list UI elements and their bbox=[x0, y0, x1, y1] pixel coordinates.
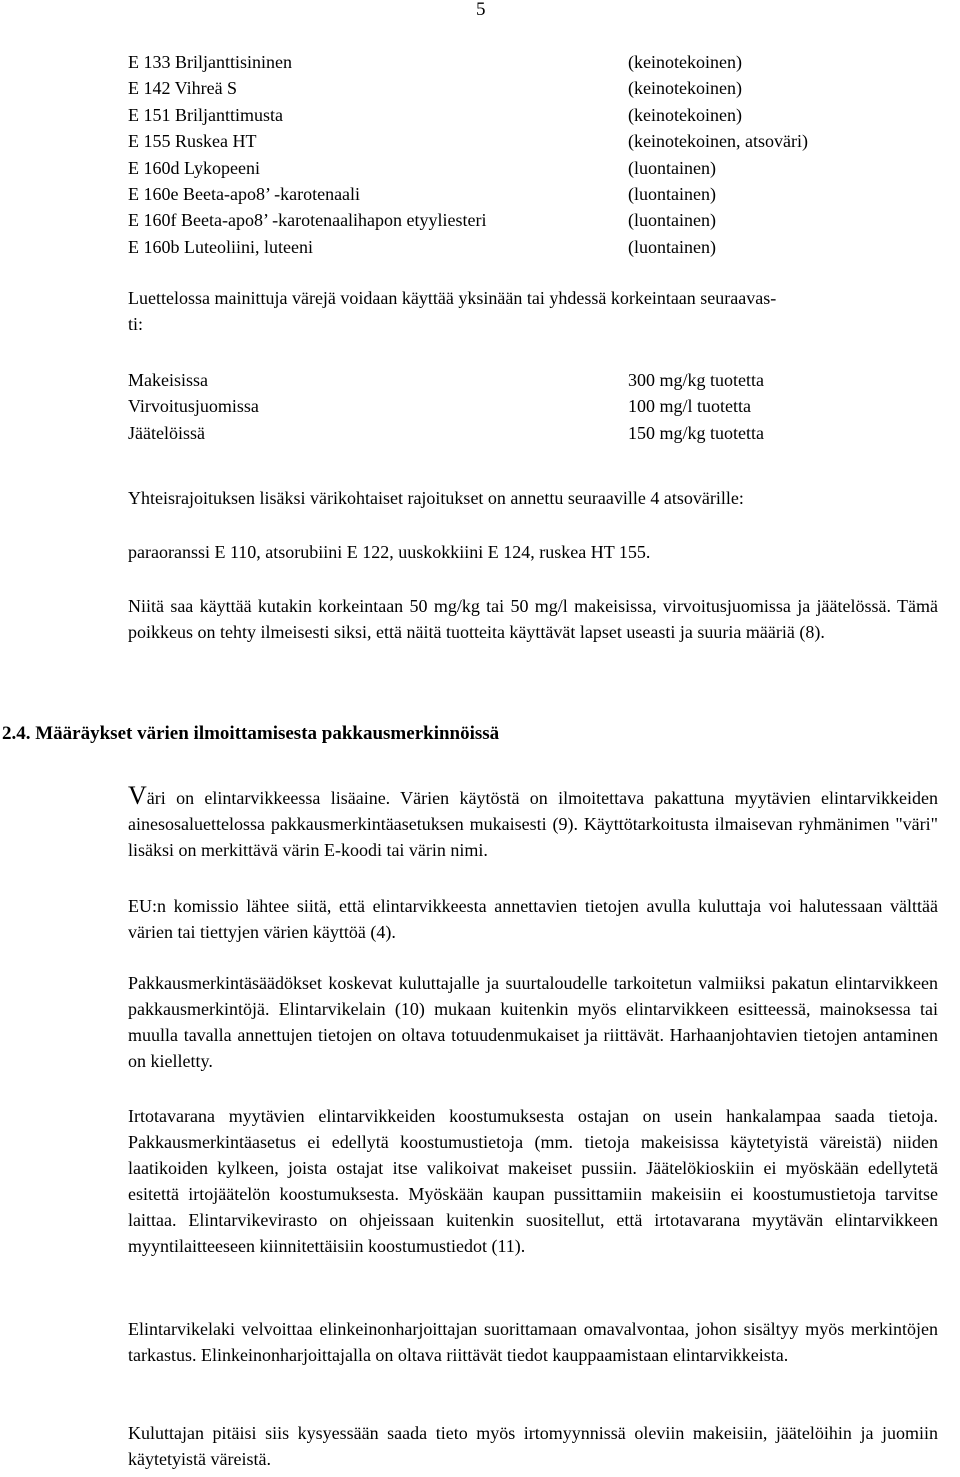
intro-line-1: Luettelossa mainittuja värejä voidaan käyttää yksinään tai yhdessä korkeintaan seuraavas- bbox=[128, 288, 777, 308]
additive-name: E 133 Briljanttisininen bbox=[128, 52, 292, 72]
additive-row bbox=[128, 207, 716, 233]
additive-row bbox=[128, 49, 742, 75]
limit-row bbox=[128, 367, 764, 393]
additive-name: E 160b Luteoliini, luteeni bbox=[128, 236, 313, 257]
consumer-paragraph: Kuluttajan pitäisi siis kysyessään saada tieto myös irtomyynnissä oleviin makeisiin, jäätelöihin ja juomiin käytetyistä väreistä. bbox=[128, 1423, 938, 1469]
limit-value: 150 mg/kg tuotetta bbox=[628, 422, 764, 443]
limit-product: Virvoitusjuomissa bbox=[128, 396, 259, 417]
additive-row bbox=[128, 128, 808, 154]
additive-type: (luontainen) bbox=[628, 183, 716, 204]
additive-type: (luontainen) bbox=[628, 157, 716, 178]
additive-name: E 160f Beeta-apo8’ -karotenaalihapon etyyliesteri bbox=[128, 210, 487, 231]
limit-value: 100 mg/l tuotetta bbox=[628, 396, 751, 417]
additive-name: E 160d Lykopeeni bbox=[128, 157, 260, 178]
additive-row bbox=[128, 234, 716, 260]
bulk-products-paragraph: Irtotavarana myytävien elintarvikkeiden koostumuksesta ostajan on usein hankalampaa saada tietoja. Pakkausmerkintäasetus ei edellytä koostumustietoja (mm. tietoja makeisissa käytetyistä väreistä) niiden laatikoiden kylkeen, joista ostajat itse valikoivat makeiset pussiin. Jäätelökioskiin ei myöskään edellytetä esitettä irtojäätelön koostumuksesta. Myöskään kaupan pussittamiin makeisiin ei koostumustietoja tarvitse laittaa. Elintarvikevirasto on ohjeissaan kuitenkin suositellut, että irtotavarana myytävän elintarvikkeen myyntilaitteeseen kiinnitettäisiin koostumustiedot (11). bbox=[128, 1106, 938, 1256]
limit-row bbox=[128, 393, 751, 419]
azo-dyes-paragraph: paraoranssi E 110, atsorubiini E 122, uuskokkiini E 124, ruskea HT 155. bbox=[128, 542, 651, 562]
labelling-regulations-paragraph: Pakkausmerkintäsäädökset koskevat kuluttajalle ja suurtaloudelle tarkoitetun valmiiksi pakatun elintarvikkeen pakkausmerkintöjä. Elintarvikelain (10) mukaan kuitenkin myös elintarvikkeen esitteessä, mainoksessa tai muulla tavalla annettujen tietojen on oltava totuudenmukaiset ja riittävät. Harhaanjohtavien tietojen antaminen on kielletty. bbox=[128, 973, 938, 1071]
colour-declaration-paragraph bbox=[128, 783, 938, 863]
limit-product: Jäätelöissä bbox=[128, 422, 205, 443]
intro-line-2: ti: bbox=[128, 314, 144, 334]
page-number: 5 bbox=[476, 0, 486, 20]
additive-row bbox=[128, 75, 742, 101]
additive-type: (keinotekoinen) bbox=[628, 78, 742, 99]
intro-paragraph bbox=[128, 285, 938, 337]
eu-commission-paragraph: EU:n komissio lähtee siitä, että elintarvikkeesta annettavien tietojen avulla kuluttaja voi halutessaan välttää värien tai tiettyjen värien käyttöä (4). bbox=[128, 896, 938, 942]
drop-cap: V bbox=[128, 781, 147, 810]
limit-exception-paragraph: Niitä saa käyttää kutakin korkeintaan 50 mg/kg tai 50 mg/l makeisissa, virvoitusjuomissa ja jäätelössä. Tämä poikkeus on tehty ilmeisesti siksi, että näitä tuotteita käyttävät lapset useasti ja suuria määriä (8). bbox=[128, 596, 938, 642]
limit-product: Makeisissa bbox=[128, 370, 208, 390]
additive-list bbox=[128, 49, 808, 260]
joint-restriction-paragraph: Yhteisrajoituksen lisäksi värikohtaiset rajoitukset on annettu seuraaville 4 atsovärille: bbox=[128, 488, 744, 508]
additive-type: (keinotekoinen, atsoväri) bbox=[628, 131, 808, 152]
additive-type: (keinotekoinen) bbox=[628, 52, 742, 72]
additive-name: E 142 Vihreä S bbox=[128, 78, 238, 99]
additive-row bbox=[128, 181, 716, 207]
limits-list bbox=[128, 367, 764, 446]
additive-row bbox=[128, 102, 742, 128]
colour-declaration-text: äri on elintarvikkeessa lisäaine. Värien käytöstä on ilmoitettava pakattuna myytävien elintarvikkeiden ainesosaluettelossa pakkausmerkintäasetuksen mukaisesti (9). Käyttötarkoitusta ilmaisevan ryhmänimen "väri" lisäksi on merkittävä värin E-koodi tai värin nimi. bbox=[128, 788, 938, 860]
additive-type: (luontainen) bbox=[628, 236, 716, 257]
additive-name: E 155 Ruskea HT bbox=[128, 131, 257, 152]
additive-name: E 160e Beeta-apo8’ -karotenaali bbox=[128, 183, 361, 204]
limit-value: 300 mg/kg tuotetta bbox=[628, 370, 764, 390]
additive-name: E 151 Briljanttimusta bbox=[128, 104, 283, 125]
limit-row bbox=[128, 420, 764, 446]
additive-type: (keinotekoinen) bbox=[628, 104, 742, 125]
section-heading: 2.4. Määräykset värien ilmoittamisesta pakkausmerkinnöissä bbox=[2, 723, 500, 744]
self-monitoring-paragraph: Elintarvikelaki velvoittaa elinkeinonharjoittajan suorittamaan omavalvontaa, johon sisältyy myös merkintöjen tarkastus. Elinkeinonharjoittajalla on oltava riittävät tiedot kauppaamistaan elintarvikkeista. bbox=[128, 1319, 938, 1365]
additive-type: (luontainen) bbox=[628, 210, 716, 231]
additive-row bbox=[128, 155, 716, 181]
